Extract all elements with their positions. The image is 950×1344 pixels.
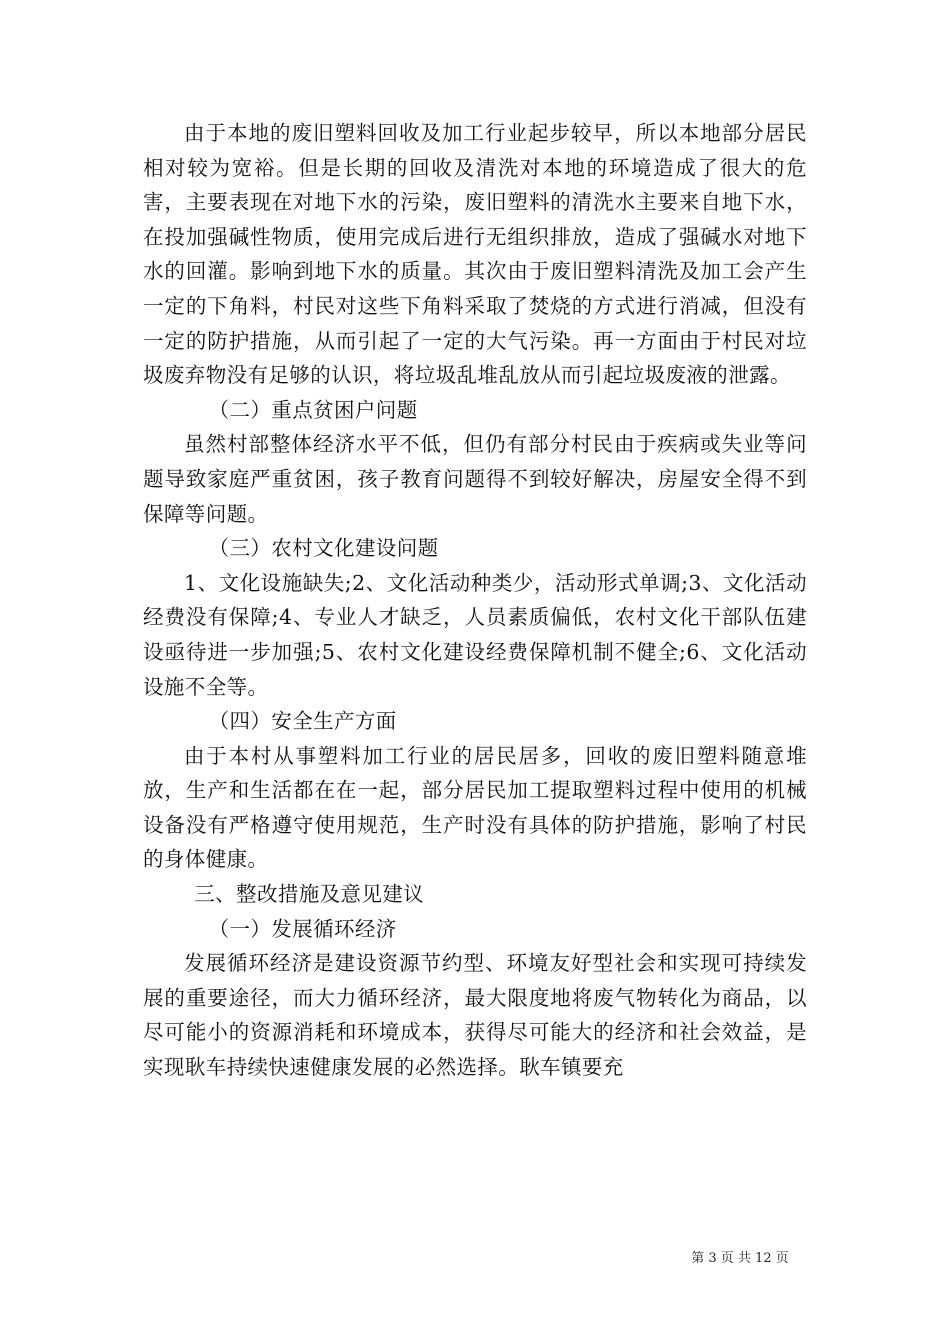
- paragraph-poverty: 虽然村部整体经济水平不低，但仍有部分村民由于疾病或失业等问题导致家庭严重贫困，孩子教育问题得不到较好解决，房屋安全得不到保障等问题。: [143, 432, 807, 526]
- document-body: [143, 116, 807, 1085]
- paragraph-circular-economy: 发展循环经济是建设资源节约型、环境友好型社会和实现可持续发展的重要途径，而大力循环经济，最大限度地将废气物转化为商品，以尽可能小的资源消耗和环境成本，获得尽可能大的经济和社会效益，是实现耿车持续快速健康发展的必然选择。耿车镇要充: [143, 951, 807, 1080]
- section-heading-poverty: （二）重点贫困户问题: [208, 397, 418, 422]
- page-number-footer: 第 3 页 共 12 页: [691, 1251, 789, 1266]
- paragraph-environment-pollution: 由于本地的废旧塑料回收及加工行业起步较早，所以本地部分居民相对较为宽裕。但是长期的回收及清洗对本地的环境造成了很大的危害，主要表现在对地下水的污染，废旧塑料的清洗水主要来自地下水，在投加强碱性物质，使用完成后进行无组织排放，造成了强碱水对地下水的回灌。影响到地下水的质量。其次由于废旧塑料清洗及加工会产生一定的下角料，村民对这些下角料采取了焚烧的方式进行消减，但没有一定的防护措施，从而引起了一定的大气污染。再一方面由于村民对垃圾废弃物没有足够的认识，将垃圾乱堆乱放从而引起垃圾废液的泄露。: [143, 121, 807, 388]
- section-heading-safety: （四）安全生产方面: [208, 709, 397, 734]
- paragraph-safety: 由于本村从事塑料加工行业的居民居多，回收的废旧塑料随意堆放，生产和生活都在在一起，部分居民加工提取塑料过程中使用的机械设备没有严格遵守使用规范，生产时没有具体的防护措施，影响了村民的身体健康。: [143, 743, 807, 872]
- section-heading-culture: （三）农村文化建设问题: [208, 536, 439, 561]
- chapter-heading-measures: 三、整改措施及意见建议: [194, 882, 425, 907]
- paragraph-culture: 1、文化设施缺失;2、文化活动种类少，活动形式单调;3、文化活动经费没有保障;4、专业人才缺乏，人员素质偏低，农村文化干部队伍建设亟待进一步加强;5、农村文化建设经费保障机制不健全;6、文化活动设施不全等。: [143, 570, 807, 699]
- section-heading-circular-economy: （一）发展循环经济: [208, 916, 397, 941]
